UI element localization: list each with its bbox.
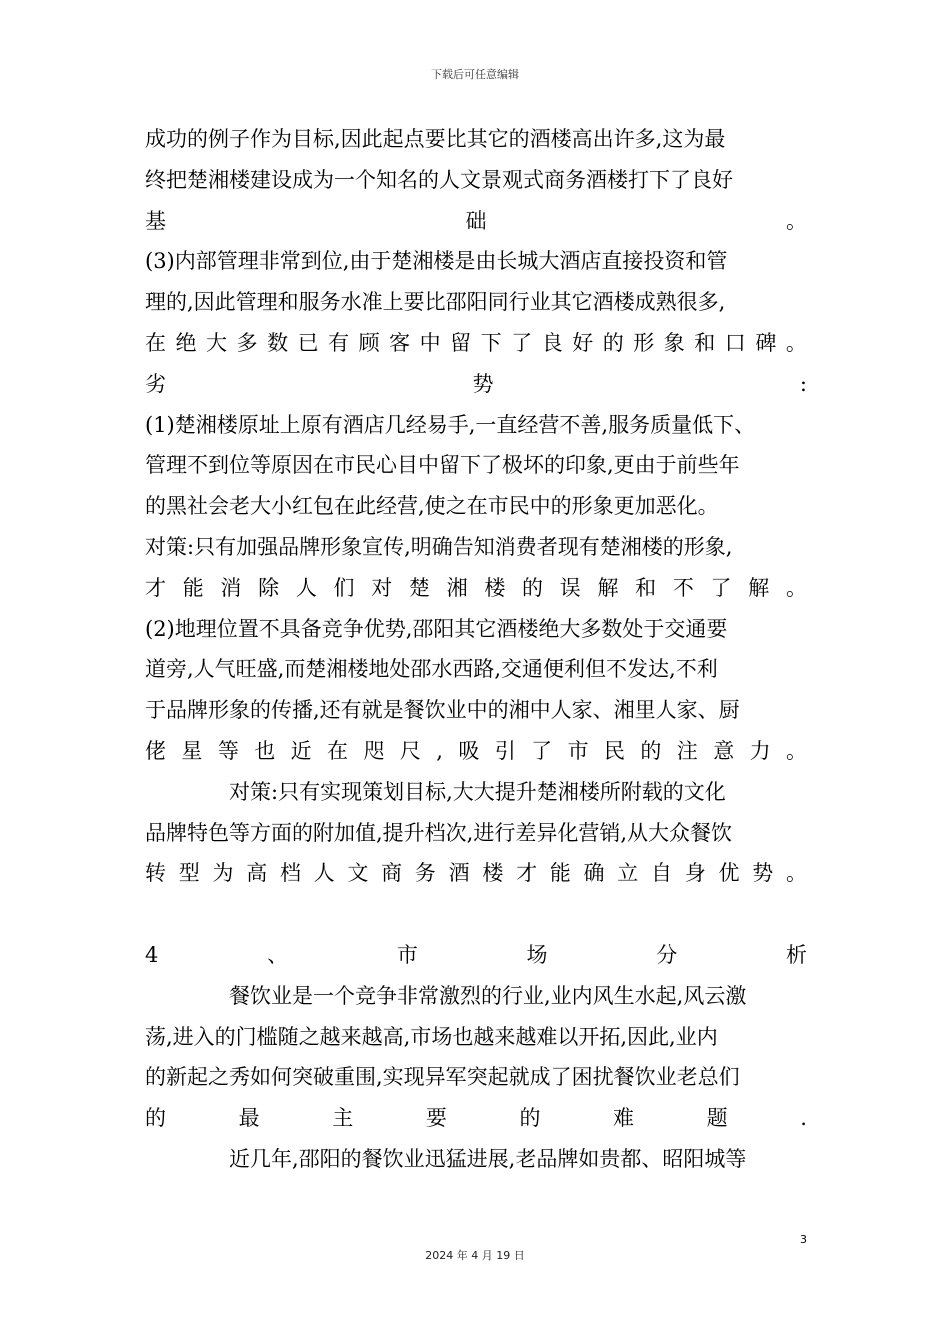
justified-char: 楚 bbox=[408, 575, 430, 600]
justified-char: 析 bbox=[785, 942, 807, 967]
justified-char: 才 bbox=[516, 861, 538, 886]
justified-char: 解 bbox=[597, 575, 619, 600]
justified-char: 佬 bbox=[145, 738, 166, 763]
justified-char: 、 bbox=[267, 942, 289, 967]
justified-char: 楼 bbox=[482, 861, 504, 886]
justified-char: 绝 bbox=[175, 330, 197, 355]
justified-char: 础 bbox=[465, 208, 487, 233]
body-line: (1)楚湘楼原址上原有酒店几经易手,一直经营不善,服务质量低下、 bbox=[145, 412, 756, 437]
justified-char: 在 bbox=[145, 330, 166, 355]
justified-char: : bbox=[799, 371, 807, 396]
justified-char: 下 bbox=[480, 330, 502, 355]
body-line: (2)地理位置不具备竞争优势,邵阳其它酒楼绝大多数处于交通要 bbox=[145, 616, 728, 641]
body-line-justified bbox=[145, 1101, 807, 1142]
body-line: 理的,因此管理和服务水准上要比邵阳同行业其它酒楼成熟很多, bbox=[145, 290, 726, 315]
justified-char: 的 bbox=[145, 1106, 166, 1131]
justified-char: 身 bbox=[684, 861, 706, 886]
section-heading-market-analysis bbox=[145, 938, 807, 979]
justified-char: 最 bbox=[238, 1106, 260, 1131]
justified-char: 。 bbox=[785, 575, 807, 600]
body-line-indented: 餐饮业是一个竞争非常激烈的行业,业内风生水起,风云激 bbox=[229, 983, 747, 1008]
body-line: 管理不到位等原因在市民心目中留下了极坏的印象,更由于前些年 bbox=[145, 453, 740, 478]
body-line-justified bbox=[145, 204, 807, 245]
justified-char: 基 bbox=[145, 208, 166, 233]
justified-char: 主 bbox=[332, 1106, 354, 1131]
body-line: 道旁,人气旺盛,而楚湘楼地处邵水西路,交通便利但不发达,不利 bbox=[145, 657, 718, 682]
justified-char: 象 bbox=[663, 330, 685, 355]
justified-char: 的 bbox=[602, 330, 624, 355]
justified-char: 不 bbox=[672, 575, 694, 600]
justified-char: 了 bbox=[511, 330, 533, 355]
justified-char: 湘 bbox=[446, 575, 468, 600]
justified-char: 和 bbox=[694, 330, 716, 355]
justified-char: 了 bbox=[531, 738, 553, 763]
justified-char: 近 bbox=[290, 738, 312, 763]
justified-char: 民 bbox=[603, 738, 625, 763]
justified-char: 在 bbox=[327, 738, 349, 763]
justified-char: 立 bbox=[617, 861, 639, 886]
justified-char: 注 bbox=[676, 738, 698, 763]
justified-char: 等 bbox=[217, 738, 239, 763]
justified-char: 也 bbox=[254, 738, 276, 763]
justified-char: 引 bbox=[494, 738, 516, 763]
body-line: 的黑社会老大小红包在此经营,使之在市民中的形象更加恶化。 bbox=[145, 494, 719, 519]
body-line-justified bbox=[145, 734, 807, 775]
justified-char: 碑 bbox=[755, 330, 777, 355]
justified-char: 多 bbox=[236, 330, 258, 355]
justified-char: 和 bbox=[635, 575, 657, 600]
justified-char: 题 bbox=[706, 1106, 728, 1131]
justified-char: . bbox=[800, 1106, 807, 1131]
body-line: 的新起之秀如何突破重围,实现异军突起就成了困扰餐饮业老总们 bbox=[145, 1065, 740, 1090]
page-header: 下载后可任意编辑 bbox=[431, 68, 519, 81]
justified-char: 能 bbox=[549, 861, 571, 886]
justified-char: 才 bbox=[145, 575, 166, 600]
body-line: 品牌特色等方面的附加值,提升档次,进行差异化营销,从大众餐饮 bbox=[145, 820, 733, 845]
justified-char: 务 bbox=[414, 861, 436, 886]
justified-char: 力 bbox=[749, 738, 771, 763]
justified-char: 自 bbox=[651, 861, 673, 886]
body-line: 对策:只有加强品牌形象宣传,明确告知消费者现有楚湘楼的形象, bbox=[145, 534, 733, 559]
page-number: 3 bbox=[800, 1233, 807, 1246]
blank-line bbox=[145, 897, 807, 938]
justified-char: , bbox=[436, 738, 443, 763]
justified-char: 。 bbox=[785, 330, 807, 355]
justified-char: 市 bbox=[396, 942, 418, 967]
body-line-indented: 对策:只有实现策划目标,大大提升楚湘楼所附载的文化 bbox=[229, 779, 726, 804]
body-line-indented: 近几年,邵阳的餐饮业迅猛进展,老品牌如贵都、昭阳城等 bbox=[229, 1146, 747, 1171]
justified-char: 良 bbox=[541, 330, 563, 355]
justified-char: 。 bbox=[786, 738, 807, 763]
justified-char: 对 bbox=[371, 575, 393, 600]
justified-char: 要 bbox=[425, 1106, 447, 1131]
body-line-justified bbox=[145, 571, 807, 612]
justified-char: 们 bbox=[333, 575, 355, 600]
body-line: 于品牌形象的传播,还有就是餐饮业中的湘中人家、湘里人家、厨 bbox=[145, 698, 740, 723]
justified-char: 为 bbox=[212, 861, 234, 886]
body-line-justified bbox=[145, 326, 807, 367]
justified-char: 。 bbox=[785, 861, 807, 886]
justified-char: 了 bbox=[710, 575, 732, 600]
body-line: 荡,进入的门槛随之越来越高,市场也越来越难以开拓,因此,业内 bbox=[145, 1024, 718, 1049]
justified-char: 酒 bbox=[448, 861, 470, 886]
justified-char: 顾 bbox=[358, 330, 380, 355]
justified-char: 有 bbox=[328, 330, 350, 355]
justified-char: 已 bbox=[297, 330, 319, 355]
justified-char: 势 bbox=[752, 861, 774, 886]
justified-char: 星 bbox=[181, 738, 203, 763]
justified-char: 尺 bbox=[399, 738, 421, 763]
justified-char: 的 bbox=[640, 738, 662, 763]
justified-char: 咫 bbox=[363, 738, 385, 763]
justified-char: 市 bbox=[567, 738, 589, 763]
justified-char: 转 bbox=[145, 861, 166, 886]
justified-char: 优 bbox=[718, 861, 740, 886]
justified-char: 消 bbox=[220, 575, 242, 600]
justified-char: 人 bbox=[295, 575, 317, 600]
justified-char: 型 bbox=[178, 861, 200, 886]
justified-char: 吸 bbox=[458, 738, 480, 763]
justified-char: 高 bbox=[246, 861, 268, 886]
justified-char: 的 bbox=[519, 1106, 541, 1131]
justified-char: 客 bbox=[389, 330, 411, 355]
justified-char: 人 bbox=[313, 861, 335, 886]
body-line: 成功的例子作为目标,因此起点要比其它的酒楼高出许多,这为最 bbox=[145, 127, 726, 151]
justified-char: 除 bbox=[258, 575, 280, 600]
section-heading-weakness bbox=[145, 367, 807, 408]
justified-char: 确 bbox=[583, 861, 605, 886]
justified-char: 中 bbox=[419, 330, 441, 355]
justified-char: 数 bbox=[267, 330, 289, 355]
justified-char: 大 bbox=[206, 330, 228, 355]
justified-char: 商 bbox=[381, 861, 403, 886]
justified-char: 形 bbox=[633, 330, 655, 355]
justified-char: 的 bbox=[522, 575, 544, 600]
justified-char: 档 bbox=[279, 861, 301, 886]
justified-char: 留 bbox=[450, 330, 472, 355]
justified-char: 能 bbox=[182, 575, 204, 600]
justified-char: 文 bbox=[347, 861, 369, 886]
justified-char: 难 bbox=[613, 1106, 635, 1131]
justified-char: 口 bbox=[724, 330, 746, 355]
justified-char: 意 bbox=[713, 738, 735, 763]
body-line-justified bbox=[145, 856, 807, 897]
justified-char: 分 bbox=[656, 942, 678, 967]
justified-char: 劣 bbox=[145, 371, 166, 396]
justified-char: 场 bbox=[526, 942, 548, 967]
justified-char: 4 bbox=[145, 942, 159, 967]
justified-char: 好 bbox=[572, 330, 594, 355]
document-body bbox=[145, 122, 807, 1183]
justified-char: 楼 bbox=[484, 575, 506, 600]
justified-char: 势 bbox=[472, 371, 494, 396]
justified-char: 误 bbox=[559, 575, 581, 600]
justified-char: 。 bbox=[786, 208, 807, 233]
body-line: 终把楚湘楼建设成为一个知名的人文景观式商务酒楼打下了良好 bbox=[145, 167, 733, 192]
page-footer-date: 2024 年 4 月 19 日 bbox=[425, 1249, 525, 1262]
body-line: (3)内部管理非常到位,由于楚湘楼是由长城大酒店直接投资和管 bbox=[145, 249, 728, 274]
justified-char: 解 bbox=[748, 575, 770, 600]
